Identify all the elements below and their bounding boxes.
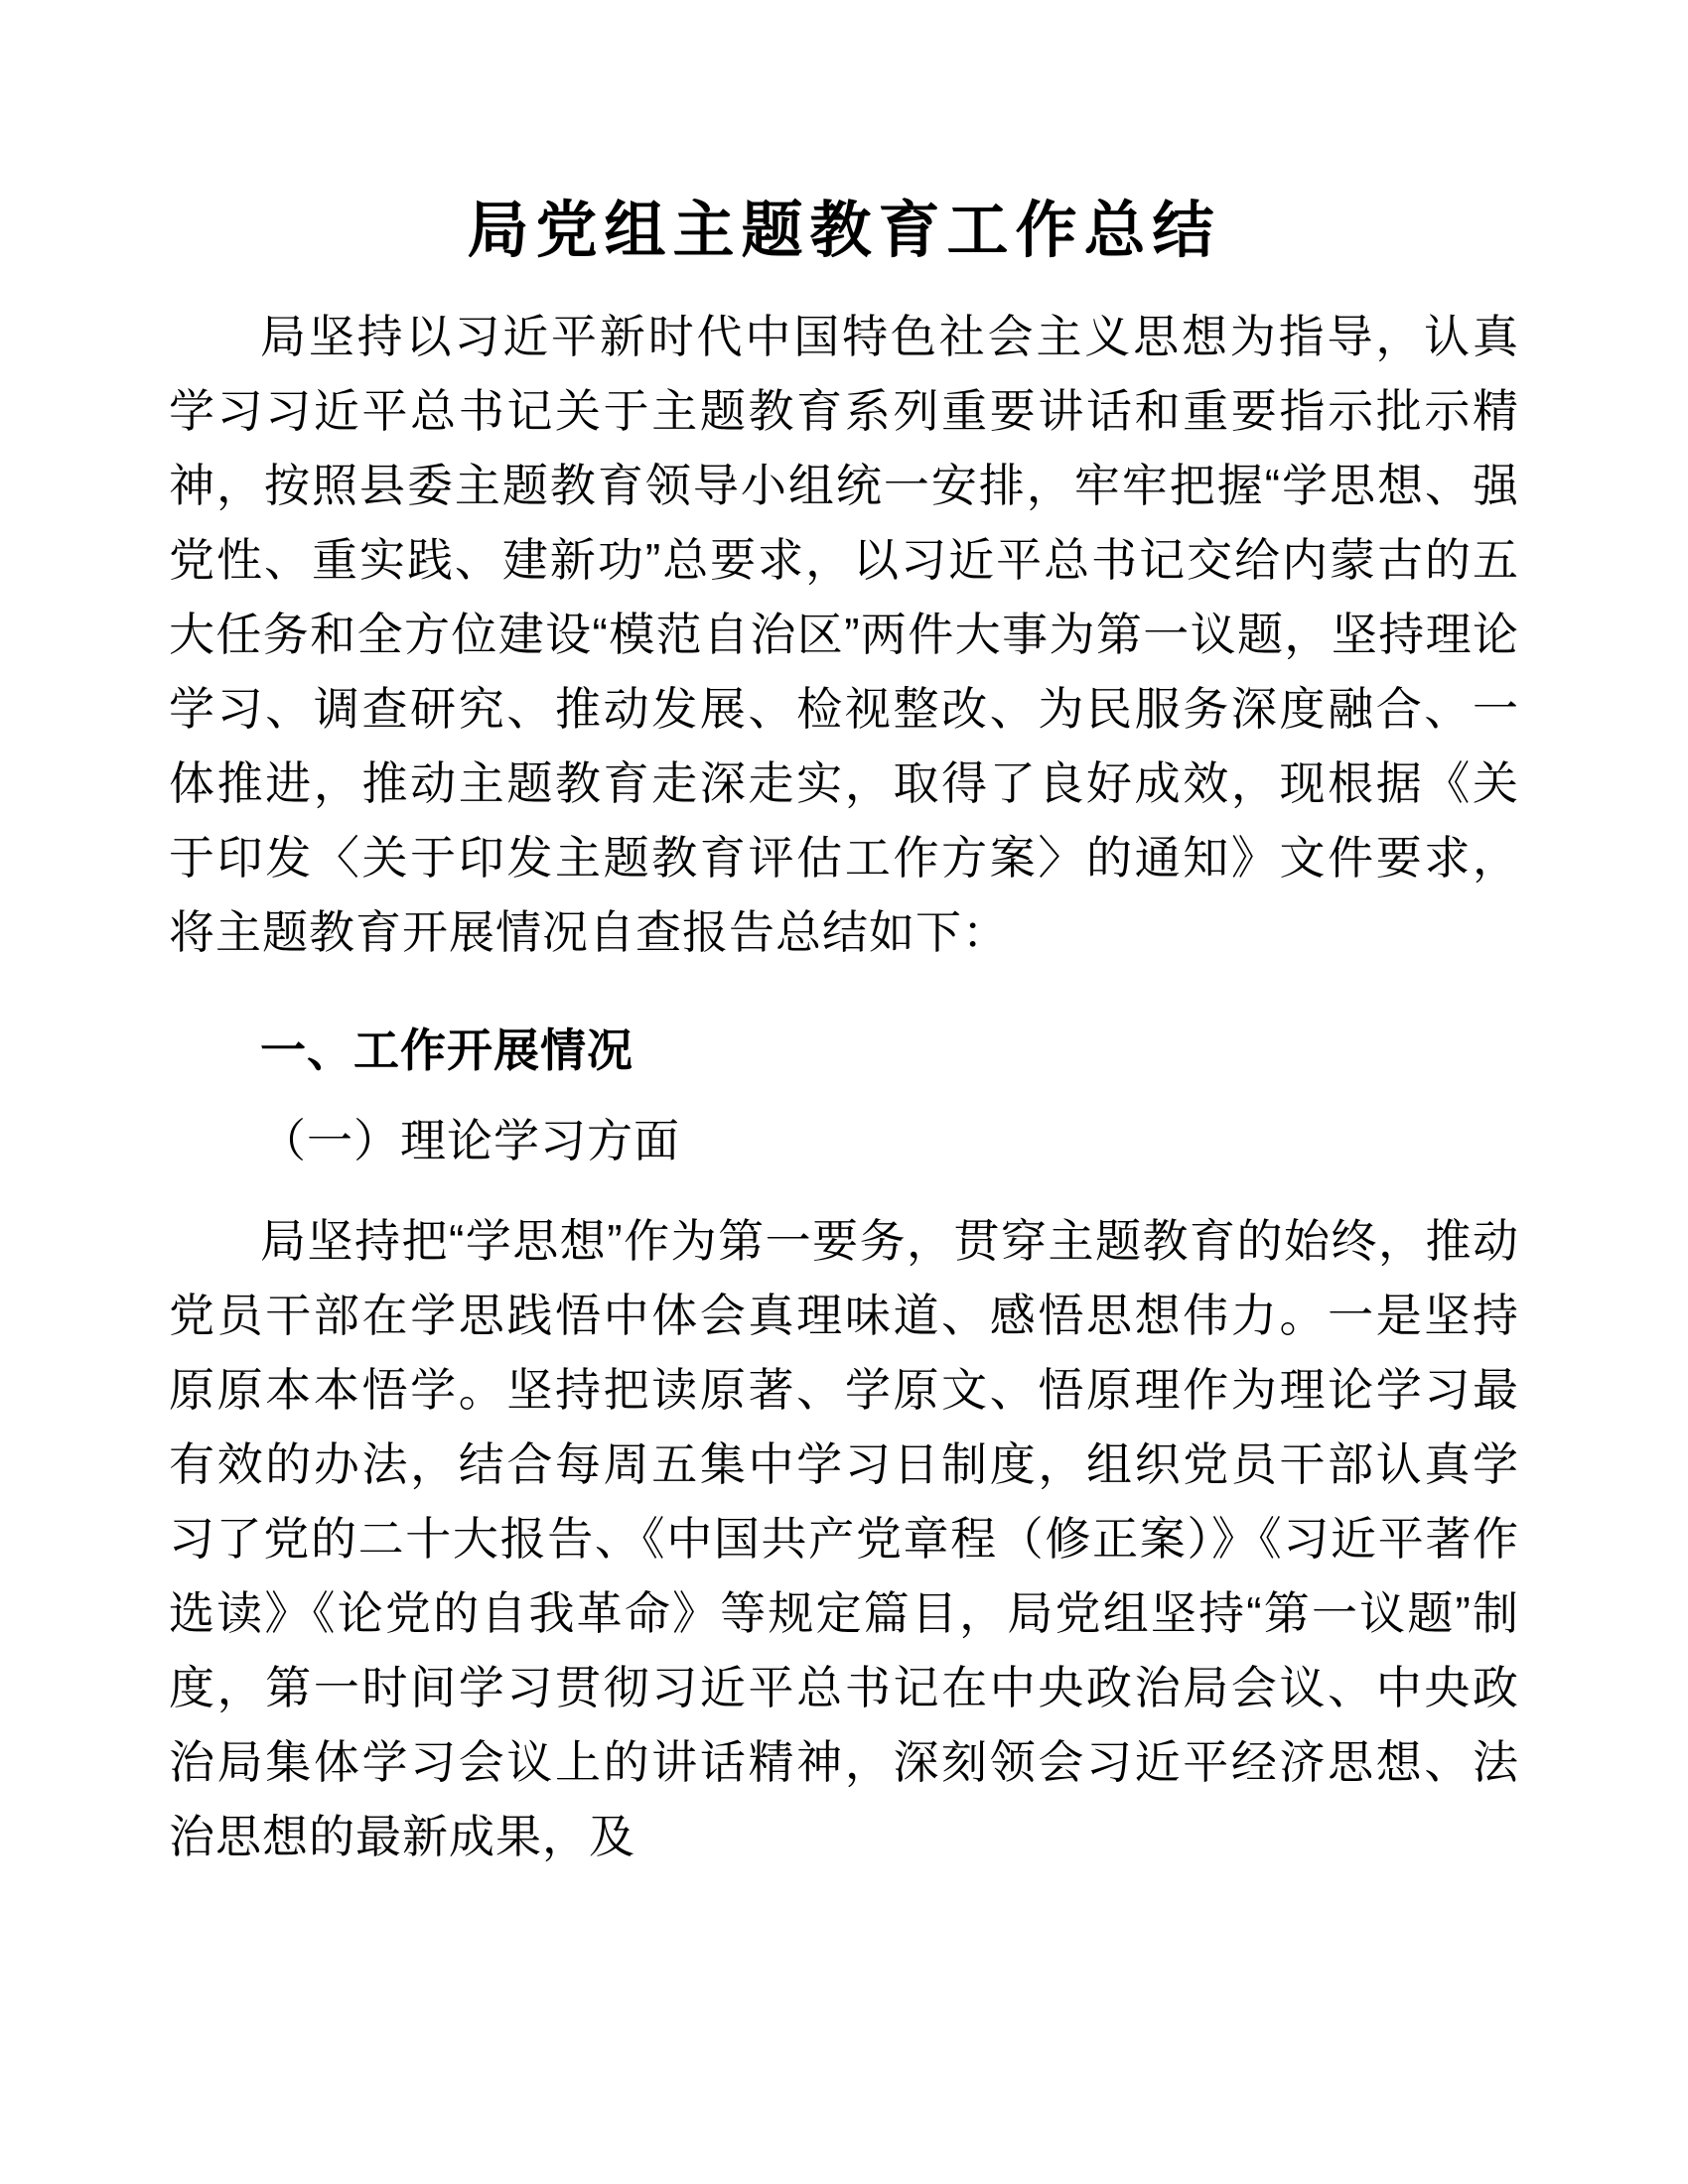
section-heading-work-progress: 一、工作开展情况 (260, 1024, 633, 1076)
paragraph-theory-study: 局坚持把“学思想”作为第一要务，贯穿主题教育的始终，推动党员干部在学思践悟中体会真理味道、感悟思想伟力。一是坚持原原本本悟学。坚持把读原著、学原文、悟原理作为理论学习最有效的办法，结合每周五集中学习日制度，组织党员干部认真学习了党的二十大报告、《中国共产党章程（修正案）》《习近平著作选读》《论党的自我革命》等规定篇目，局党组坚持“第一议题”制度，第一时间学习贯彻习近平总书记在中央政治局会议、中央政治局集体学习会议上的讲话精神，深刻领会习近平经济思想、法治思想的最新成果，及 (169, 1215, 1519, 1862)
paragraph-intro: 局坚持以习近平新时代中国特色社会主义思想为指导，认真学习习近平总书记关于主题教育系列重要讲话和重要指示批示精神，按照县委主题教育领导小组统一安排，牢牢把握“学思想、强党性、重实践、建新功”总要求，以习近平总书记交给内蒙古的五大任务和全方位建设“模范自治区”两件大事为第一议题，坚持理论学习、调查研究、推动发展、检视整改、为民服务深度融合、一体推进，推动主题教育走深走实，取得了良好成效，现根据《关于印发〈关于印发主题教育评估工作方案〉的通知》文件要求，将主题教育开展情况自查报告总结如下： (169, 311, 1519, 958)
document-title: 局党组主题教育工作总结 (467, 197, 1221, 265)
subsection-heading-theory-study: （一）理论学习方面 (260, 1115, 680, 1166)
